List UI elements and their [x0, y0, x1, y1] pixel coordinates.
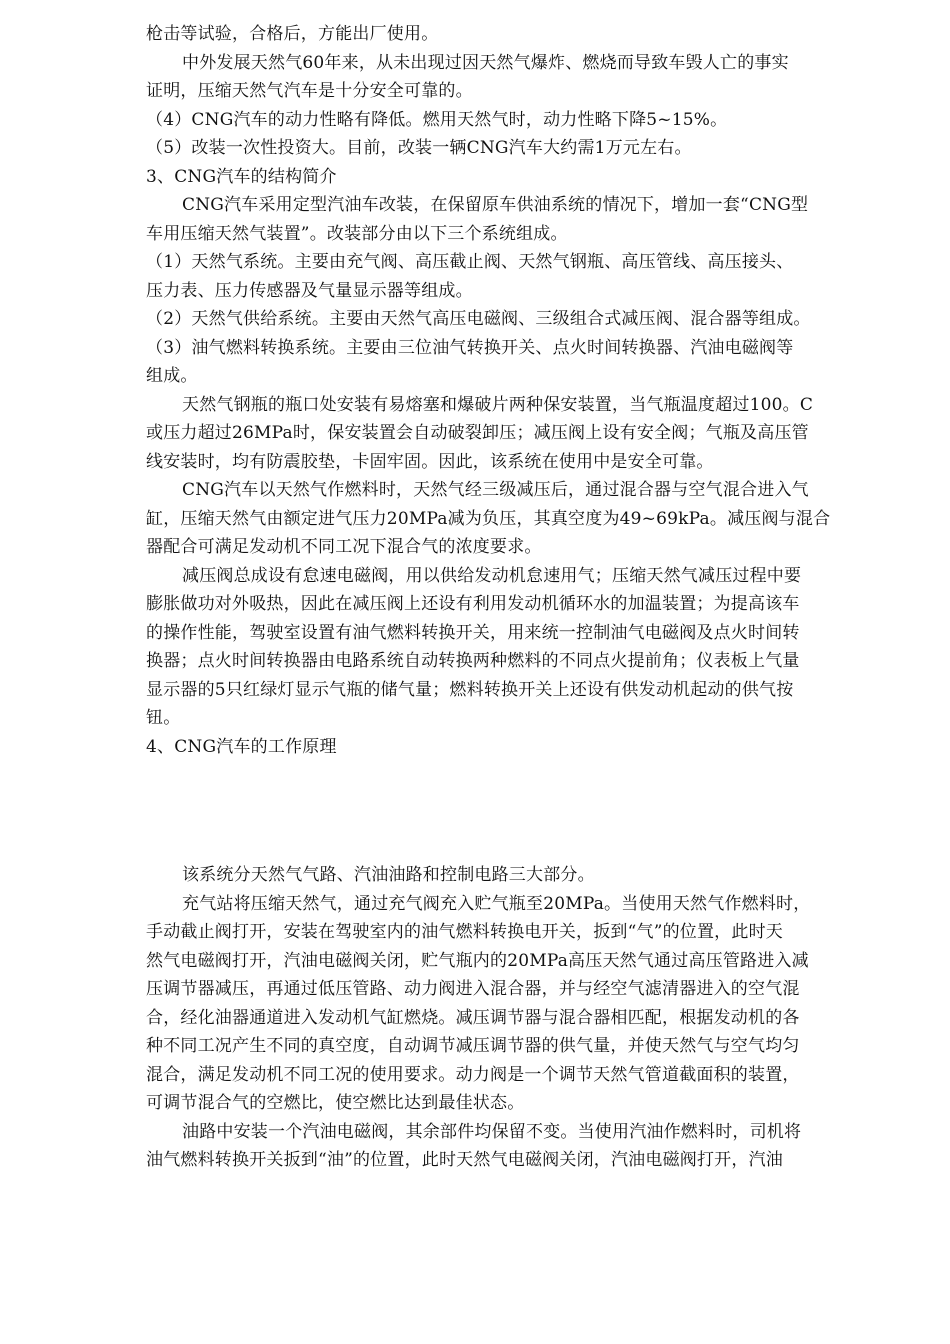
text-line: 油路中安装一个汽油电磁阀，其余部件均保留不变。当使用汽油作燃料时，司机将 [182, 1121, 802, 1142]
text-line: 组成。 [146, 366, 198, 386]
text-line: 膨胀做功对外吸热，因此在减压阀上还设有利用发动机循环水的加温装置；为提高该车 [146, 594, 800, 614]
text-line: 合，经化油器通道进入发动机气缸燃烧。减压调节器与混合器相匹配，根据发动机的各 [146, 1007, 800, 1028]
text-line: 枪击等试验，合格后，方能出厂使用。 [146, 24, 439, 44]
text-line: （4）CNG汽车的动力性略有降低。燃用天然气时，动力性略下降5~15%。 [146, 109, 728, 130]
text-line: 缸，压缩天然气由额定进气压力20MPa减为负压，其真空度为49~69kPa。减压阀与混合 [146, 508, 831, 529]
text-line: 证明，压缩天然气汽车是十分安全可靠的。 [146, 81, 473, 101]
text-block-bottom [146, 861, 886, 1175]
text-line: （5）改装一次性投资大。目前，改装一辆CNG汽车大约需1万元左右。 [146, 138, 692, 158]
text-line: CNG汽车采用定型汽油车改装，在保留原车供油系统的情况下，增加一套“CNG型 [182, 195, 809, 215]
text-line: （2）天然气供给系统。主要由天然气高压电磁阀、三级组合式减压阀、混合器等组成。 [146, 309, 811, 329]
text-line: 混合，满足发动机不同工况的使用要求。动力阀是一个调节天然气管道截面积的装置， [146, 1064, 800, 1085]
text-line: 中外发展天然气60年来，从未出现过因天然气爆炸、燃烧而导致车毁人亡的事实 [182, 52, 789, 73]
text-line: 压力表、压力传感器及气量显示器等组成。 [146, 280, 473, 301]
text-line: 车用压缩天然气装置”。改装部分由以下三个系统组成。 [146, 223, 568, 244]
text-line: 器配合可满足发动机不同工况下混合气的浓度要求。 [146, 537, 542, 557]
text-line: 然气电磁阀打开，汽油电磁阀关闭，贮气瓶内的20MPa高压天然气通过高压管路进入减 [146, 950, 809, 971]
text-line: 手动截止阀打开，安装在驾驶室内的油气燃料转换电开关，扳到“气”的位置，此时天 [146, 922, 783, 942]
text-line: 或压力超过26MPa时，保安装置会自动破裂卸压；减压阀上设有安全阀；气瓶及高压管 [146, 423, 809, 443]
document-page [146, 20, 886, 1175]
section-heading: 3、CNG汽车的结构简介 [146, 166, 337, 187]
text-line: 线安装时，均有防震胶垫，卡固牢固。因此，该系统在使用中是安全可靠。 [146, 451, 714, 472]
text-line: （3）油气燃料转换系统。主要由三位油气转换开关、点火时间转换器、汽油电磁阀等 [146, 337, 794, 358]
text-block-top [146, 20, 886, 761]
text-line: 显示器的5只红绿灯显示气瓶的储气量；燃料转换开关上还设有供发动机起动的供气按 [146, 679, 794, 700]
text-line: 换器；点火时间转换器由电路系统自动转换两种燃料的不同点火提前角；仪表板上气量 [146, 651, 800, 671]
text-line: 钮。 [146, 708, 181, 728]
text-line: 充气站将压缩天然气，通过充气阀充入贮气瓶至20MPa。当使用天然气作燃料时， [182, 893, 811, 914]
text-line: 该系统分天然气气路、汽油油路和控制电路三大部分。 [182, 865, 595, 885]
text-line: 天然气钢瓶的瓶口处安装有易熔塞和爆破片两种保安装置，当气瓶温度超过100。C [182, 394, 814, 415]
text-line: 压调节器减压，再通过低压管路、动力阀进入混合器，并与经空气滤清器进入的空气混 [146, 979, 800, 999]
text-line: CNG汽车以天然气作燃料时，天然气经三级减压后，通过混合器与空气混合进入气 [182, 480, 809, 500]
text-line: 油气燃料转换开关扳到“油”的位置，此时天然气电磁阀关闭，汽油电磁阀打开，汽油 [146, 1150, 783, 1170]
text-line: 减压阀总成设有怠速电磁阀，用以供给发动机怠速用气；压缩天然气减压过程中要 [182, 565, 802, 586]
text-line: 的操作性能，驾驶室设置有油气燃料转换开关，用来统一控制油气电磁阀及点火时间转 [146, 622, 800, 643]
text-line: 可调节混合气的空燃比，使空燃比达到最佳状态。 [146, 1093, 525, 1113]
blank-figure-area [146, 761, 886, 861]
section-heading: 4、CNG汽车的工作原理 [146, 736, 337, 757]
text-line: 种不同工况产生不同的真空度，自动调节减压调节器的供气量，并使天然气与空气均匀 [146, 1036, 800, 1056]
text-line: （1）天然气系统。主要由充气阀、高压截止阀、天然气钢瓶、高压管线、高压接头、 [146, 252, 794, 272]
